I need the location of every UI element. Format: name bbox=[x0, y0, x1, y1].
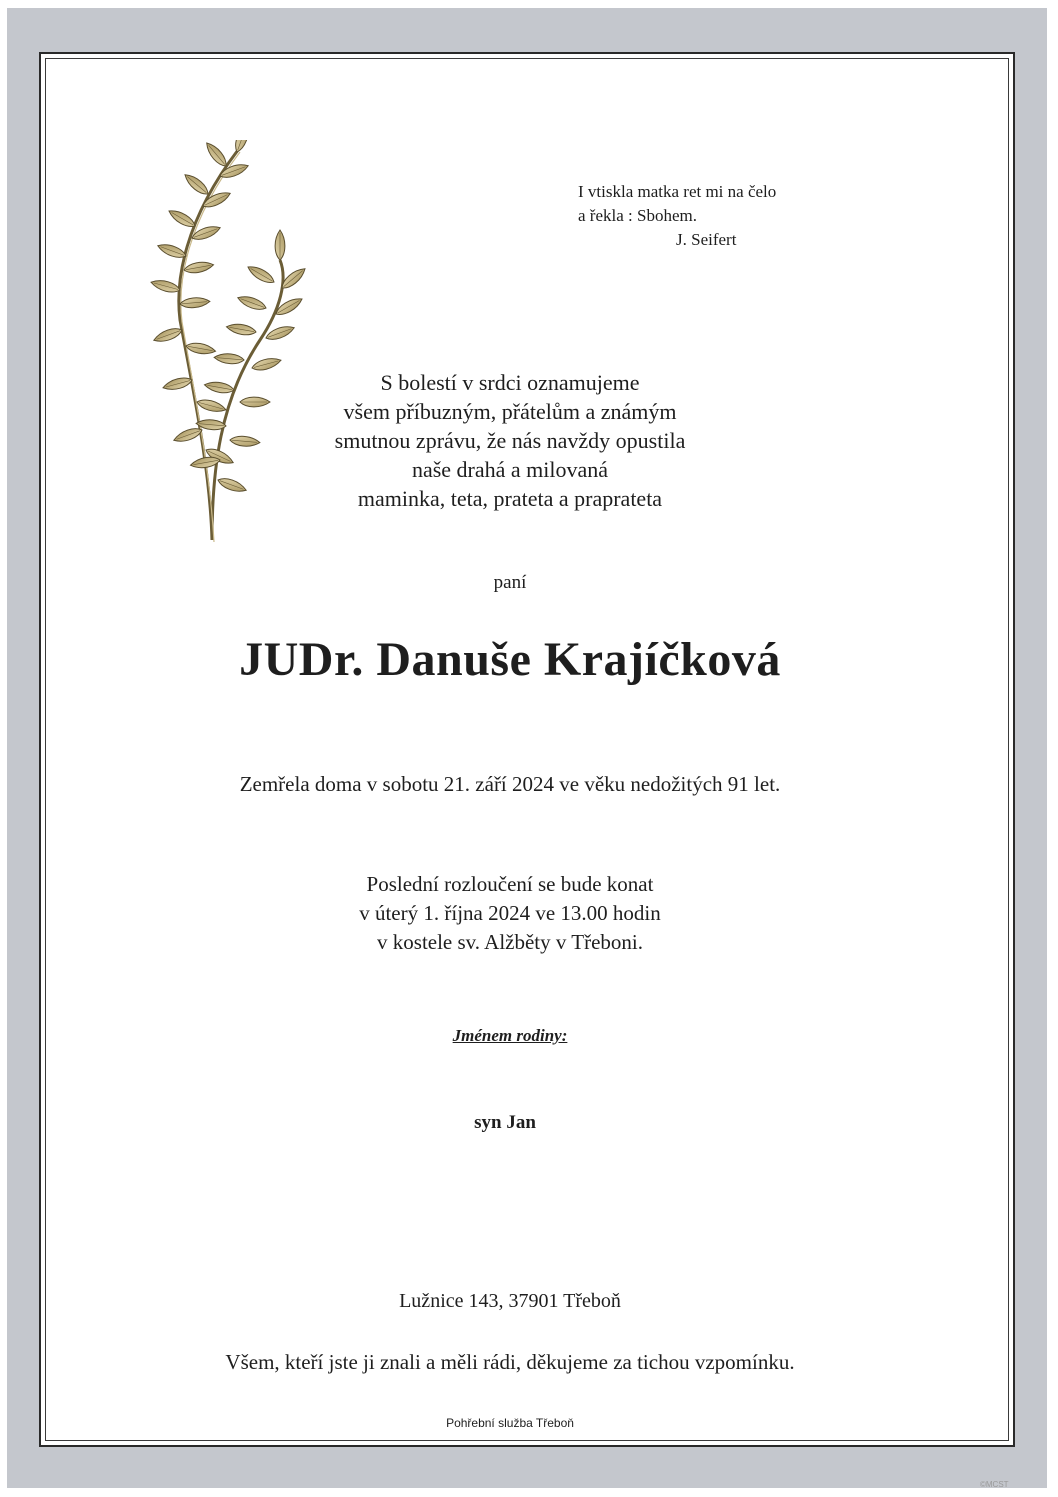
announcement-line: smutnou zprávu, že nás navždy opustila bbox=[334, 428, 686, 453]
quote-line: I vtiskla matka ret mi na čelo bbox=[578, 182, 777, 201]
olive-sprig-icon bbox=[140, 140, 320, 560]
epigraph-quote bbox=[578, 180, 776, 252]
thanks-text: Všem, kteří jste ji znali a měli rádi, děkujeme za tichou vzpomínku. bbox=[225, 1350, 795, 1374]
announcement-line: všem příbuzným, přátelům a známým bbox=[343, 399, 677, 424]
address: Lužnice 143, 37901 Třeboň bbox=[399, 1290, 621, 1312]
farewell-line: v úterý 1. října 2024 ve 13.00 hodin bbox=[359, 901, 661, 925]
quote-author: J. Seifert bbox=[676, 230, 737, 249]
watermark: ©MCST bbox=[980, 1480, 1009, 1489]
announcement-line: naše drahá a milovaná bbox=[411, 457, 609, 482]
farewell-info bbox=[260, 870, 760, 957]
funeral-service: Pohřební služba Třeboň bbox=[446, 1416, 574, 1430]
death-notice: Zemřela doma v sobotu 21. září 2024 ve věku nedožitých 91 let. bbox=[239, 772, 781, 796]
honorific: paní bbox=[493, 572, 527, 593]
farewell-line: v kostele sv. Alžběty v Třeboni. bbox=[377, 930, 643, 954]
family-members: syn Jan bbox=[474, 1112, 536, 1133]
announcement-line: S bolestí v srdci oznamujeme bbox=[380, 370, 640, 395]
quote-line: a řekla : Sbohem. bbox=[578, 206, 697, 225]
announcement-text bbox=[300, 368, 720, 513]
announcement-line: maminka, teta, prateta a praprateta bbox=[357, 486, 663, 511]
family-heading: Jménem rodiny: bbox=[452, 1026, 568, 1045]
deceased-name: JUDr. Danuše Krajíčková bbox=[239, 633, 781, 686]
farewell-line: Poslední rozloučení se bude konat bbox=[366, 872, 654, 896]
